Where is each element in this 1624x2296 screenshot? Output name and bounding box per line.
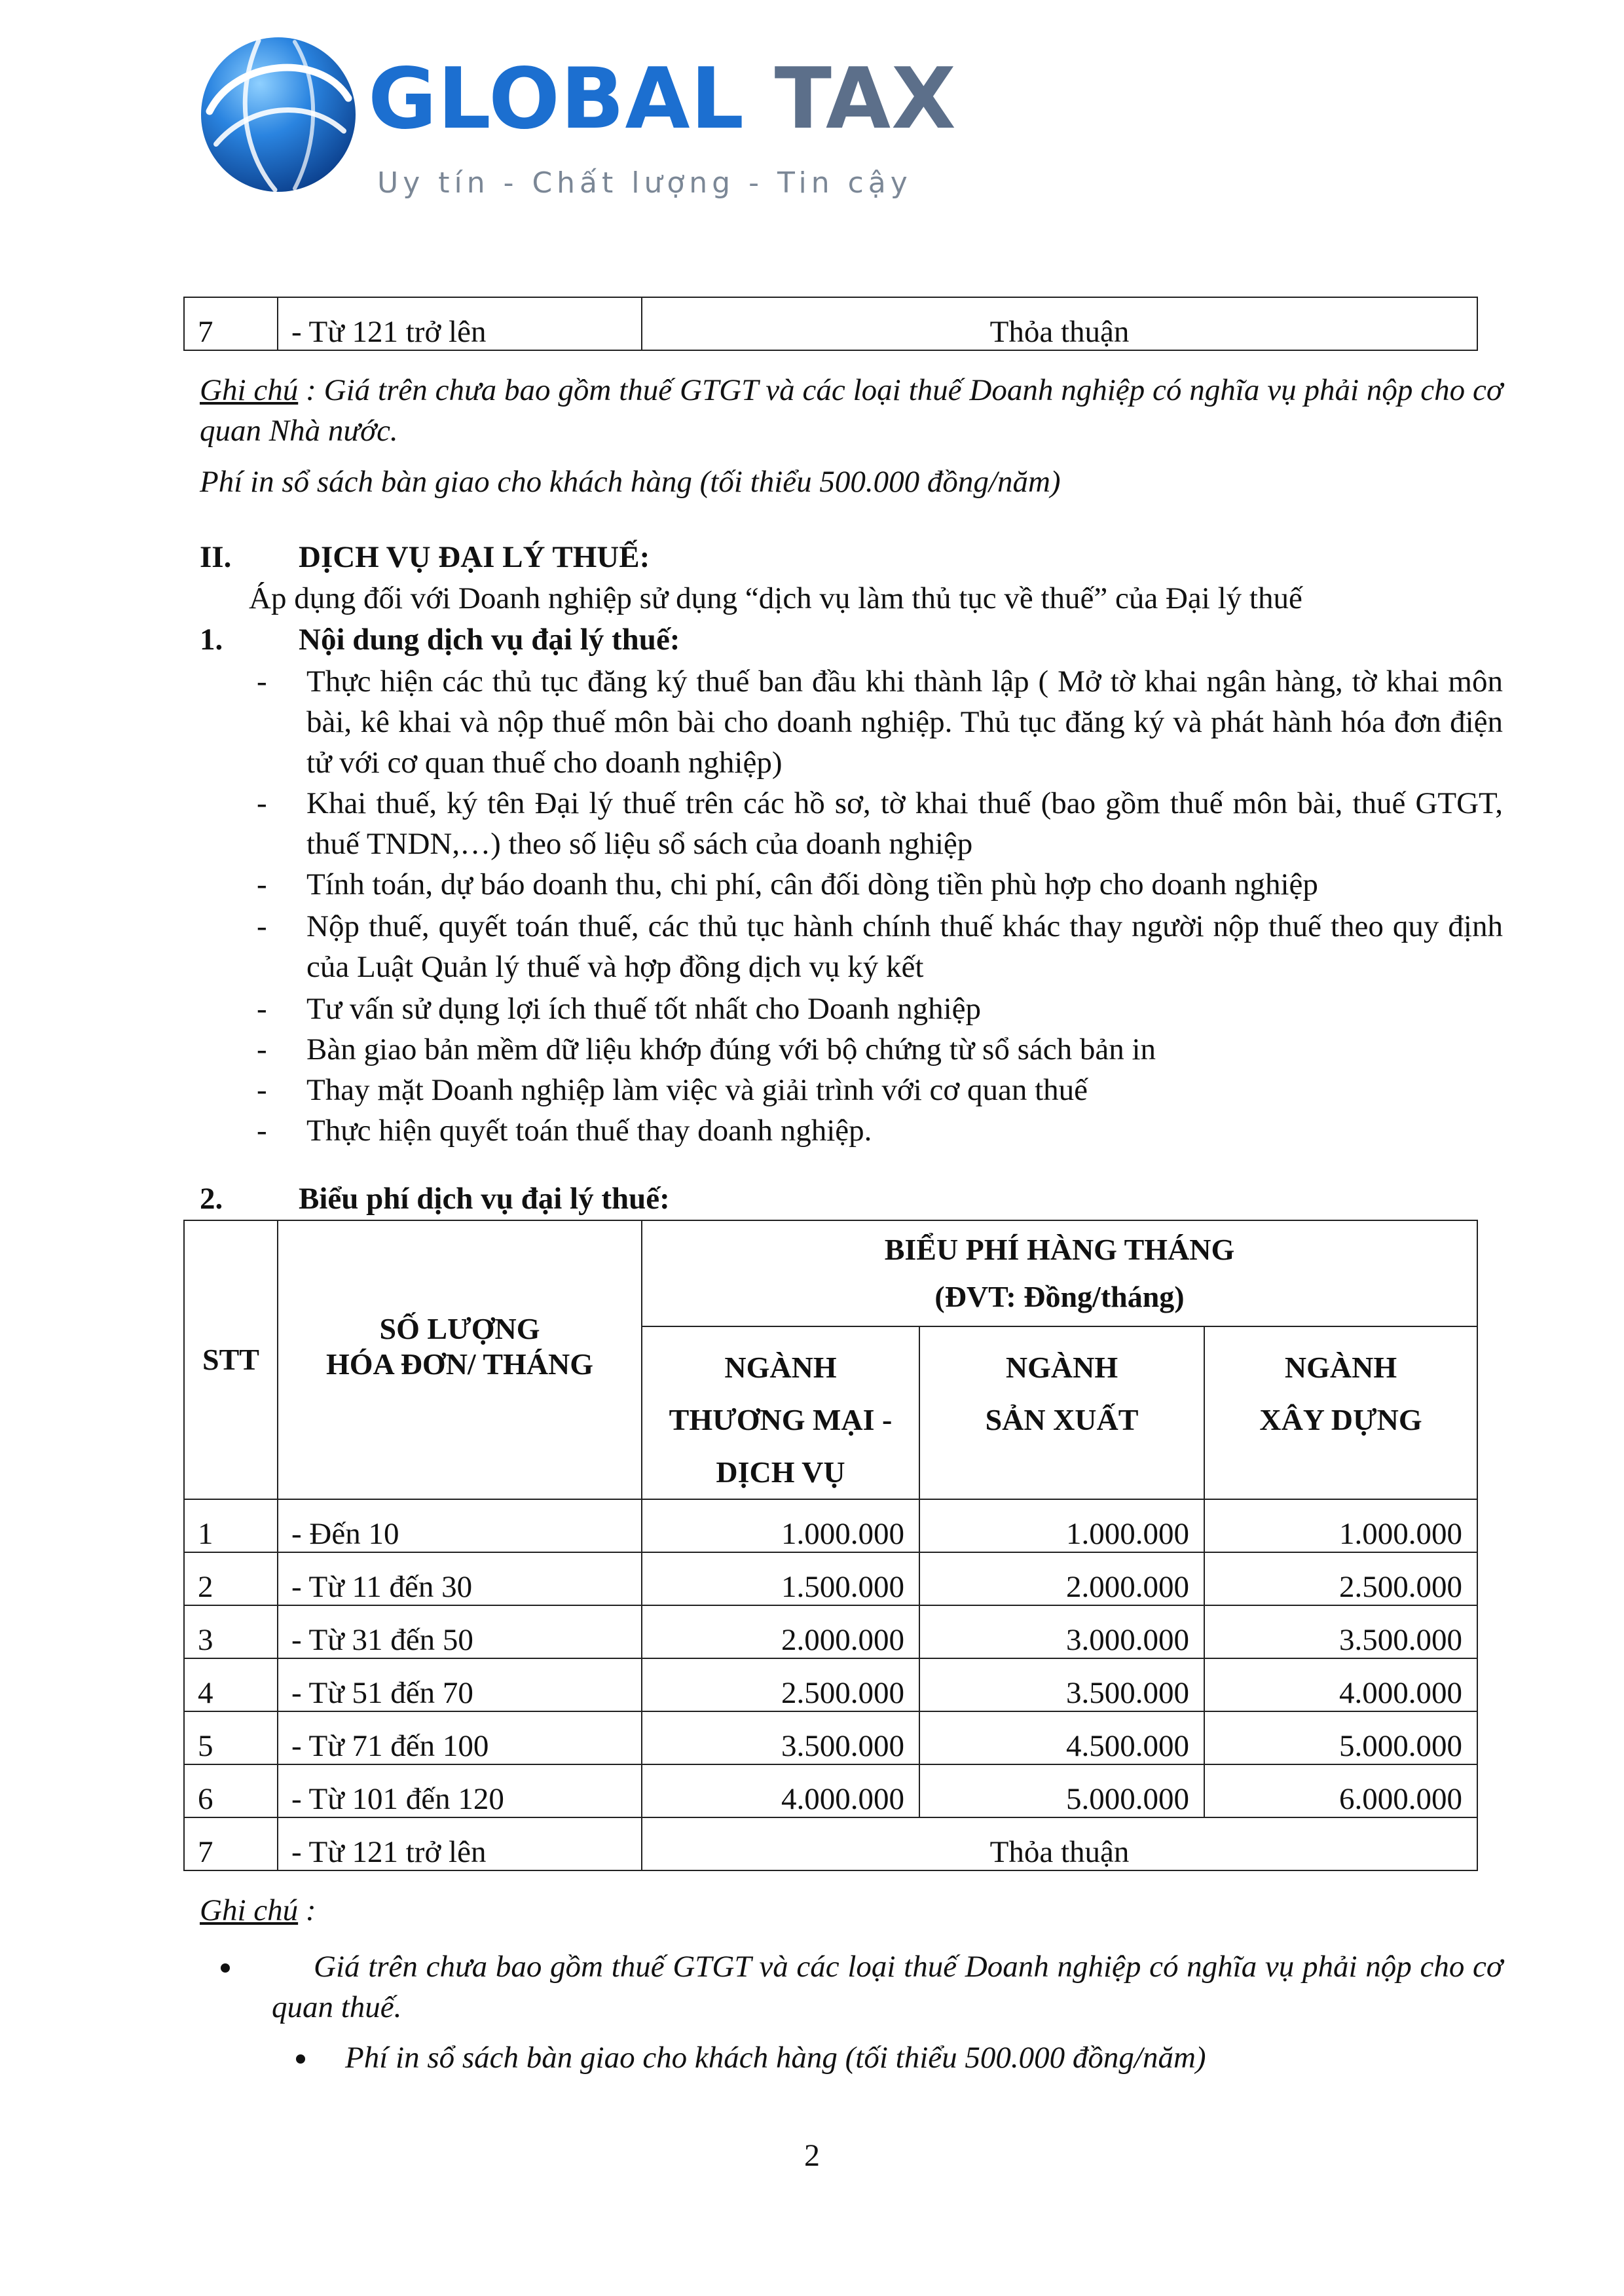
header-line: THƯƠNG MẠI -: [669, 1403, 893, 1436]
range-cell: - Từ 101 đến 120: [278, 1764, 642, 1817]
tax-agent-fee-table: [183, 1220, 1478, 1871]
construction-fee-cell: 2.500.000: [1204, 1552, 1477, 1605]
stt-cell: 5: [184, 1711, 278, 1764]
note-2-bullet-2: Phí in sổ sách bàn giao cho khách hàng (tối thiểu 500.000 đồng/năm): [345, 2041, 1206, 2075]
list-item: [257, 864, 1503, 906]
logo-wordmark: [368, 50, 957, 148]
list-item: [257, 1029, 1503, 1070]
commerce-fee-cell: 4.000.000: [642, 1764, 919, 1817]
list-item-text: Thay mặt Doanh nghiệp làm việc và giải trình với cơ quan thuế: [306, 1073, 1088, 1107]
stt-cell: 7: [184, 1817, 278, 1870]
production-fee-cell: 3.500.000: [919, 1658, 1204, 1711]
range-cell: - Từ 121 trở lên: [278, 1817, 642, 1870]
dash-marker: -: [257, 909, 267, 943]
list-item-text: Tính toán, dự báo doanh thu, chi phí, cân đối dòng tiền phù hợp cho doanh nghiệp: [306, 867, 1318, 902]
stt-cell: 6: [184, 1764, 278, 1817]
range-cell: - Từ 11 đến 30: [278, 1552, 642, 1605]
col-header-production: [919, 1326, 1204, 1499]
col-header-construction: [1204, 1326, 1477, 1499]
list-item: [257, 989, 1503, 1029]
note-2-heading: [200, 1890, 316, 1931]
production-fee-cell: 4.500.000: [919, 1711, 1204, 1764]
construction-fee-cell: 1.000.000: [1204, 1499, 1477, 1552]
fee-cell: Thỏa thuận: [642, 1817, 1477, 1870]
subsection-number: 2.: [200, 1182, 223, 1216]
header-line: XÂY DỰNG: [1259, 1403, 1422, 1436]
group-header-line1: BIỂU PHÍ HÀNG THÁNG: [884, 1233, 1235, 1266]
fee-cell: Thỏa thuận: [642, 297, 1477, 350]
col-header-stt: STT: [184, 1220, 278, 1499]
stt-cell: 3: [184, 1605, 278, 1658]
dash-marker: -: [257, 992, 267, 1026]
dash-marker: -: [257, 1073, 267, 1107]
previous-fee-table-tail: [183, 297, 1478, 351]
table-header-row: [184, 1220, 1477, 1326]
list-item-text: Khai thuế, ký tên Đại lý thuế trên các hồ sơ, tờ khai thuế (bao gồm thuế môn bài, thuế GTGT, thuế TNDN,…) theo số liệu sổ sách của doanh nghiệp: [306, 786, 1503, 861]
section-title: DỊCH VỤ ĐẠI LÝ THUẾ:: [299, 540, 650, 574]
table-row: [184, 1711, 1477, 1764]
note-text: : Giá trên chưa bao gồm thuế GTGT và các loại thuế Doanh nghiệp có nghĩa vụ phải nộp cho cơ quan Nhà nước.: [200, 373, 1503, 448]
quantity-header-line2: HÓA ĐƠN/ THÁNG: [325, 1347, 594, 1381]
subsection-title: Nội dung dịch vụ đại lý thuế:: [299, 623, 680, 657]
logo-word-global: GLOBAL: [368, 50, 745, 148]
table-row: [184, 1658, 1477, 1711]
list-item-text: Tư vấn sử dụng lợi ích thuế tốt nhất cho Doanh nghiệp: [306, 992, 981, 1026]
stt-cell: 4: [184, 1658, 278, 1711]
dash-marker: -: [257, 867, 267, 902]
commerce-fee-cell: 1.000.000: [642, 1499, 919, 1552]
production-fee-cell: 1.000.000: [919, 1499, 1204, 1552]
section-number: II.: [200, 540, 232, 574]
commerce-fee-cell: 1.500.000: [642, 1552, 919, 1605]
header-line: SẢN XUẤT: [985, 1403, 1139, 1436]
print-fee-note: Phí in sổ sách bàn giao cho khách hàng (tối thiểu 500.000 đồng/năm): [200, 465, 1061, 499]
list-item-text: Thực hiện các thủ tục đăng ký thuế ban đầu khi thành lập ( Mở tờ khai ngân hàng, tờ khai môn bài, kê khai và nộp thuế môn bài cho doanh nghiệp. Thủ tục đăng ký và phát hành hóa đơn điện tử với cơ quan thuế cho doanh nghiệp): [306, 665, 1503, 780]
list-item-text: Thực hiện quyết toán thuế thay doanh nghiệp.: [306, 1114, 872, 1148]
group-header-monthly-fee: [642, 1220, 1477, 1326]
list-item: [257, 1070, 1503, 1110]
table-row: [184, 1552, 1477, 1605]
range-cell: - Từ 51 đến 70: [278, 1658, 642, 1711]
section-intro: Áp dụng đối với Doanh nghiệp sử dụng “dịch vụ làm thủ tục về thuế” của Đại lý thuế: [249, 581, 1302, 615]
construction-fee-cell: 4.000.000: [1204, 1658, 1477, 1711]
header-line: NGÀNH: [1005, 1351, 1118, 1384]
quantity-header-line1: SỐ LƯỢNG: [379, 1312, 540, 1345]
table-row: [184, 297, 1477, 350]
list-item: [257, 783, 1503, 864]
note-2-bullet-1: Giá trên chưa bao gồm thuế GTGT và các loại thuế Doanh nghiệp có nghĩa vụ phải nộp cho cơ quan thuế.: [272, 1950, 1503, 2024]
stt-cell: 2: [184, 1552, 278, 1605]
range-cell: - Từ 121 trở lên: [278, 297, 642, 350]
subsection-title: Biểu phí dịch vụ đại lý thuế:: [299, 1182, 670, 1216]
page-number: 2: [804, 2138, 820, 2173]
globe-icon: [196, 33, 360, 196]
col-header-commerce: [642, 1326, 919, 1499]
list-item: [257, 661, 1503, 783]
subsection-number: 1.: [200, 623, 223, 657]
logo-word-tax: TAX: [774, 50, 957, 148]
table-row: [184, 1499, 1477, 1552]
list-item-text: Bàn giao bản mềm dữ liệu khớp đúng với bộ chứng từ sổ sách bản in: [306, 1032, 1156, 1066]
service-list: [257, 661, 1503, 1151]
table-row: [184, 1817, 1477, 1870]
list-item: [257, 906, 1503, 989]
col-header-quantity: [278, 1220, 642, 1499]
header-line: DỊCH VỤ: [716, 1455, 845, 1489]
list-item: [257, 1110, 1503, 1151]
stt-cell: 1: [184, 1499, 278, 1552]
commerce-fee-cell: 2.000.000: [642, 1605, 919, 1658]
construction-fee-cell: 6.000.000: [1204, 1764, 1477, 1817]
bullet-dot-icon: [221, 1963, 230, 1973]
dash-marker: -: [257, 665, 267, 699]
commerce-fee-cell: 2.500.000: [642, 1658, 919, 1711]
range-cell: - Từ 71 đến 100: [278, 1711, 642, 1764]
group-header-line2: (ĐVT: Đồng/tháng): [934, 1280, 1185, 1313]
stt-cell: 7: [184, 297, 278, 350]
company-logo: [196, 33, 957, 203]
construction-fee-cell: 3.500.000: [1204, 1605, 1477, 1658]
header-line: NGÀNH: [1284, 1351, 1397, 1384]
dash-marker: -: [257, 786, 267, 820]
range-cell: - Từ 31 đến 50: [278, 1605, 642, 1658]
note-colon: :: [298, 1893, 316, 1927]
note-1: [200, 370, 1503, 451]
construction-fee-cell: 5.000.000: [1204, 1711, 1477, 1764]
range-cell: - Đến 10: [278, 1499, 642, 1552]
production-fee-cell: 5.000.000: [919, 1764, 1204, 1817]
production-fee-cell: 2.000.000: [919, 1552, 1204, 1605]
dash-marker: -: [257, 1032, 267, 1066]
bullet-dot-icon: [296, 2054, 305, 2064]
table-row: [184, 1764, 1477, 1817]
production-fee-cell: 3.000.000: [919, 1605, 1204, 1658]
dash-marker: -: [257, 1114, 267, 1148]
note-label: Ghi chú: [200, 1893, 299, 1927]
list-item-text: Nộp thuế, quyết toán thuế, các thủ tục hành chính thuế khác thay người nộp thuế theo quy định của Luật Quản lý thuế và hợp đồng dịch vụ ký kết: [306, 909, 1503, 984]
header-line: NGÀNH: [724, 1351, 837, 1384]
commerce-fee-cell: 3.500.000: [642, 1711, 919, 1764]
note-label: Ghi chú: [200, 373, 299, 407]
table-row: [184, 1605, 1477, 1658]
logo-slogan: Uy tín - Chất lượng - Tin cậy: [377, 166, 912, 200]
